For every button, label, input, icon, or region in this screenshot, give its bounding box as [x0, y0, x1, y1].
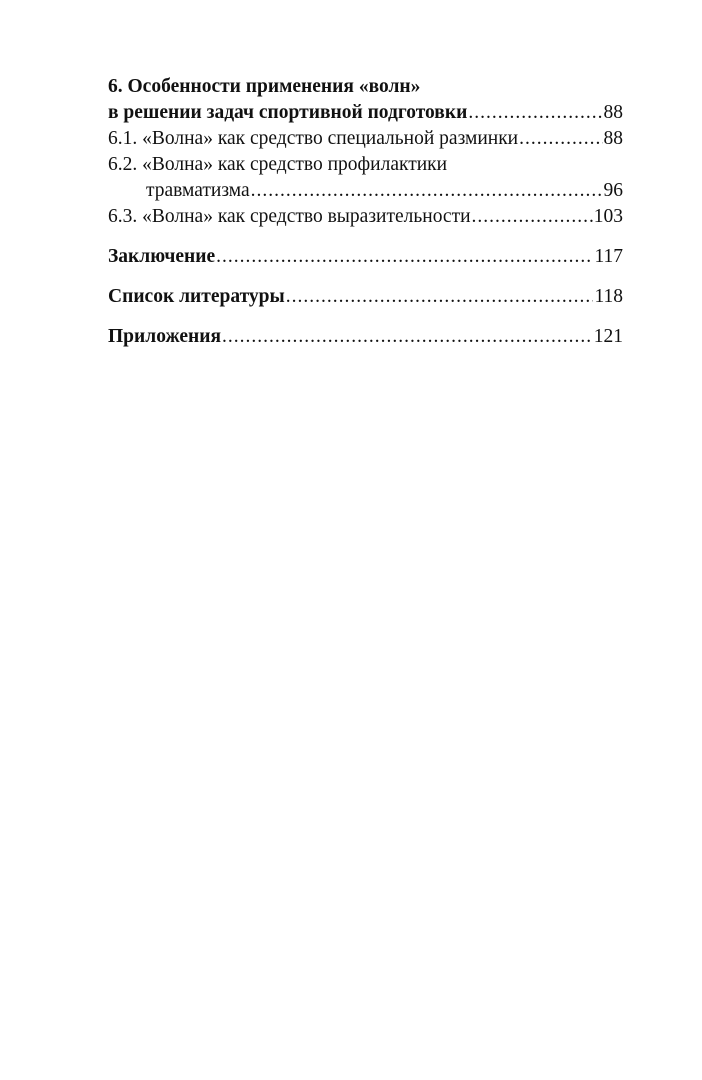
- toc-entry-title: Заключение: [108, 246, 216, 267]
- toc-chapter-6-title-text2: в решении задач спортивной подготовки: [108, 102, 468, 123]
- spacer: [108, 270, 623, 284]
- toc-entry-6-2: [108, 178, 623, 204]
- toc-entry-appendices: [108, 324, 623, 350]
- page-number: 88: [603, 102, 623, 123]
- toc-chapter-6-title-line1: [108, 74, 623, 100]
- toc-entry-title: Приложения: [108, 326, 222, 347]
- page-number: 118: [594, 286, 623, 307]
- toc-entry-6-3: [108, 204, 623, 230]
- spacer: [108, 230, 623, 244]
- page-number: 121: [593, 326, 623, 347]
- toc-entry-title: Список литературы: [108, 286, 285, 307]
- page-number: 88: [603, 128, 623, 149]
- toc-entry-conclusion: [108, 244, 623, 270]
- dot-leader: [286, 284, 594, 310]
- toc-entry-6-2-line1: [108, 152, 623, 178]
- toc-entry-title-continued: травматизма: [146, 180, 250, 201]
- page-number: 96: [603, 180, 623, 201]
- toc-entry-chapter-6: [108, 100, 623, 126]
- toc-entry-title: 6.2. «Волна» как средство профилактики: [108, 154, 448, 175]
- table-of-contents: [108, 74, 623, 350]
- toc-chapter-6-title-text1: 6. Особенности применения «волн»: [108, 76, 421, 97]
- dot-leader: [251, 178, 603, 204]
- dot-leader: [472, 204, 593, 230]
- dot-leader: [468, 100, 602, 126]
- toc-entry-bibliography: [108, 284, 623, 310]
- dot-leader: [519, 126, 602, 152]
- toc-entry-title: 6.1. «Волна» как средство специальной разминки: [108, 128, 519, 149]
- spacer: [108, 310, 623, 324]
- dot-leader: [216, 244, 593, 270]
- page-number: 117: [594, 246, 623, 267]
- page-number: 103: [593, 206, 623, 227]
- toc-entry-title: 6.3. «Волна» как средство выразительности: [108, 206, 471, 227]
- dot-leader: [222, 324, 593, 350]
- toc-entry-6-1: [108, 126, 623, 152]
